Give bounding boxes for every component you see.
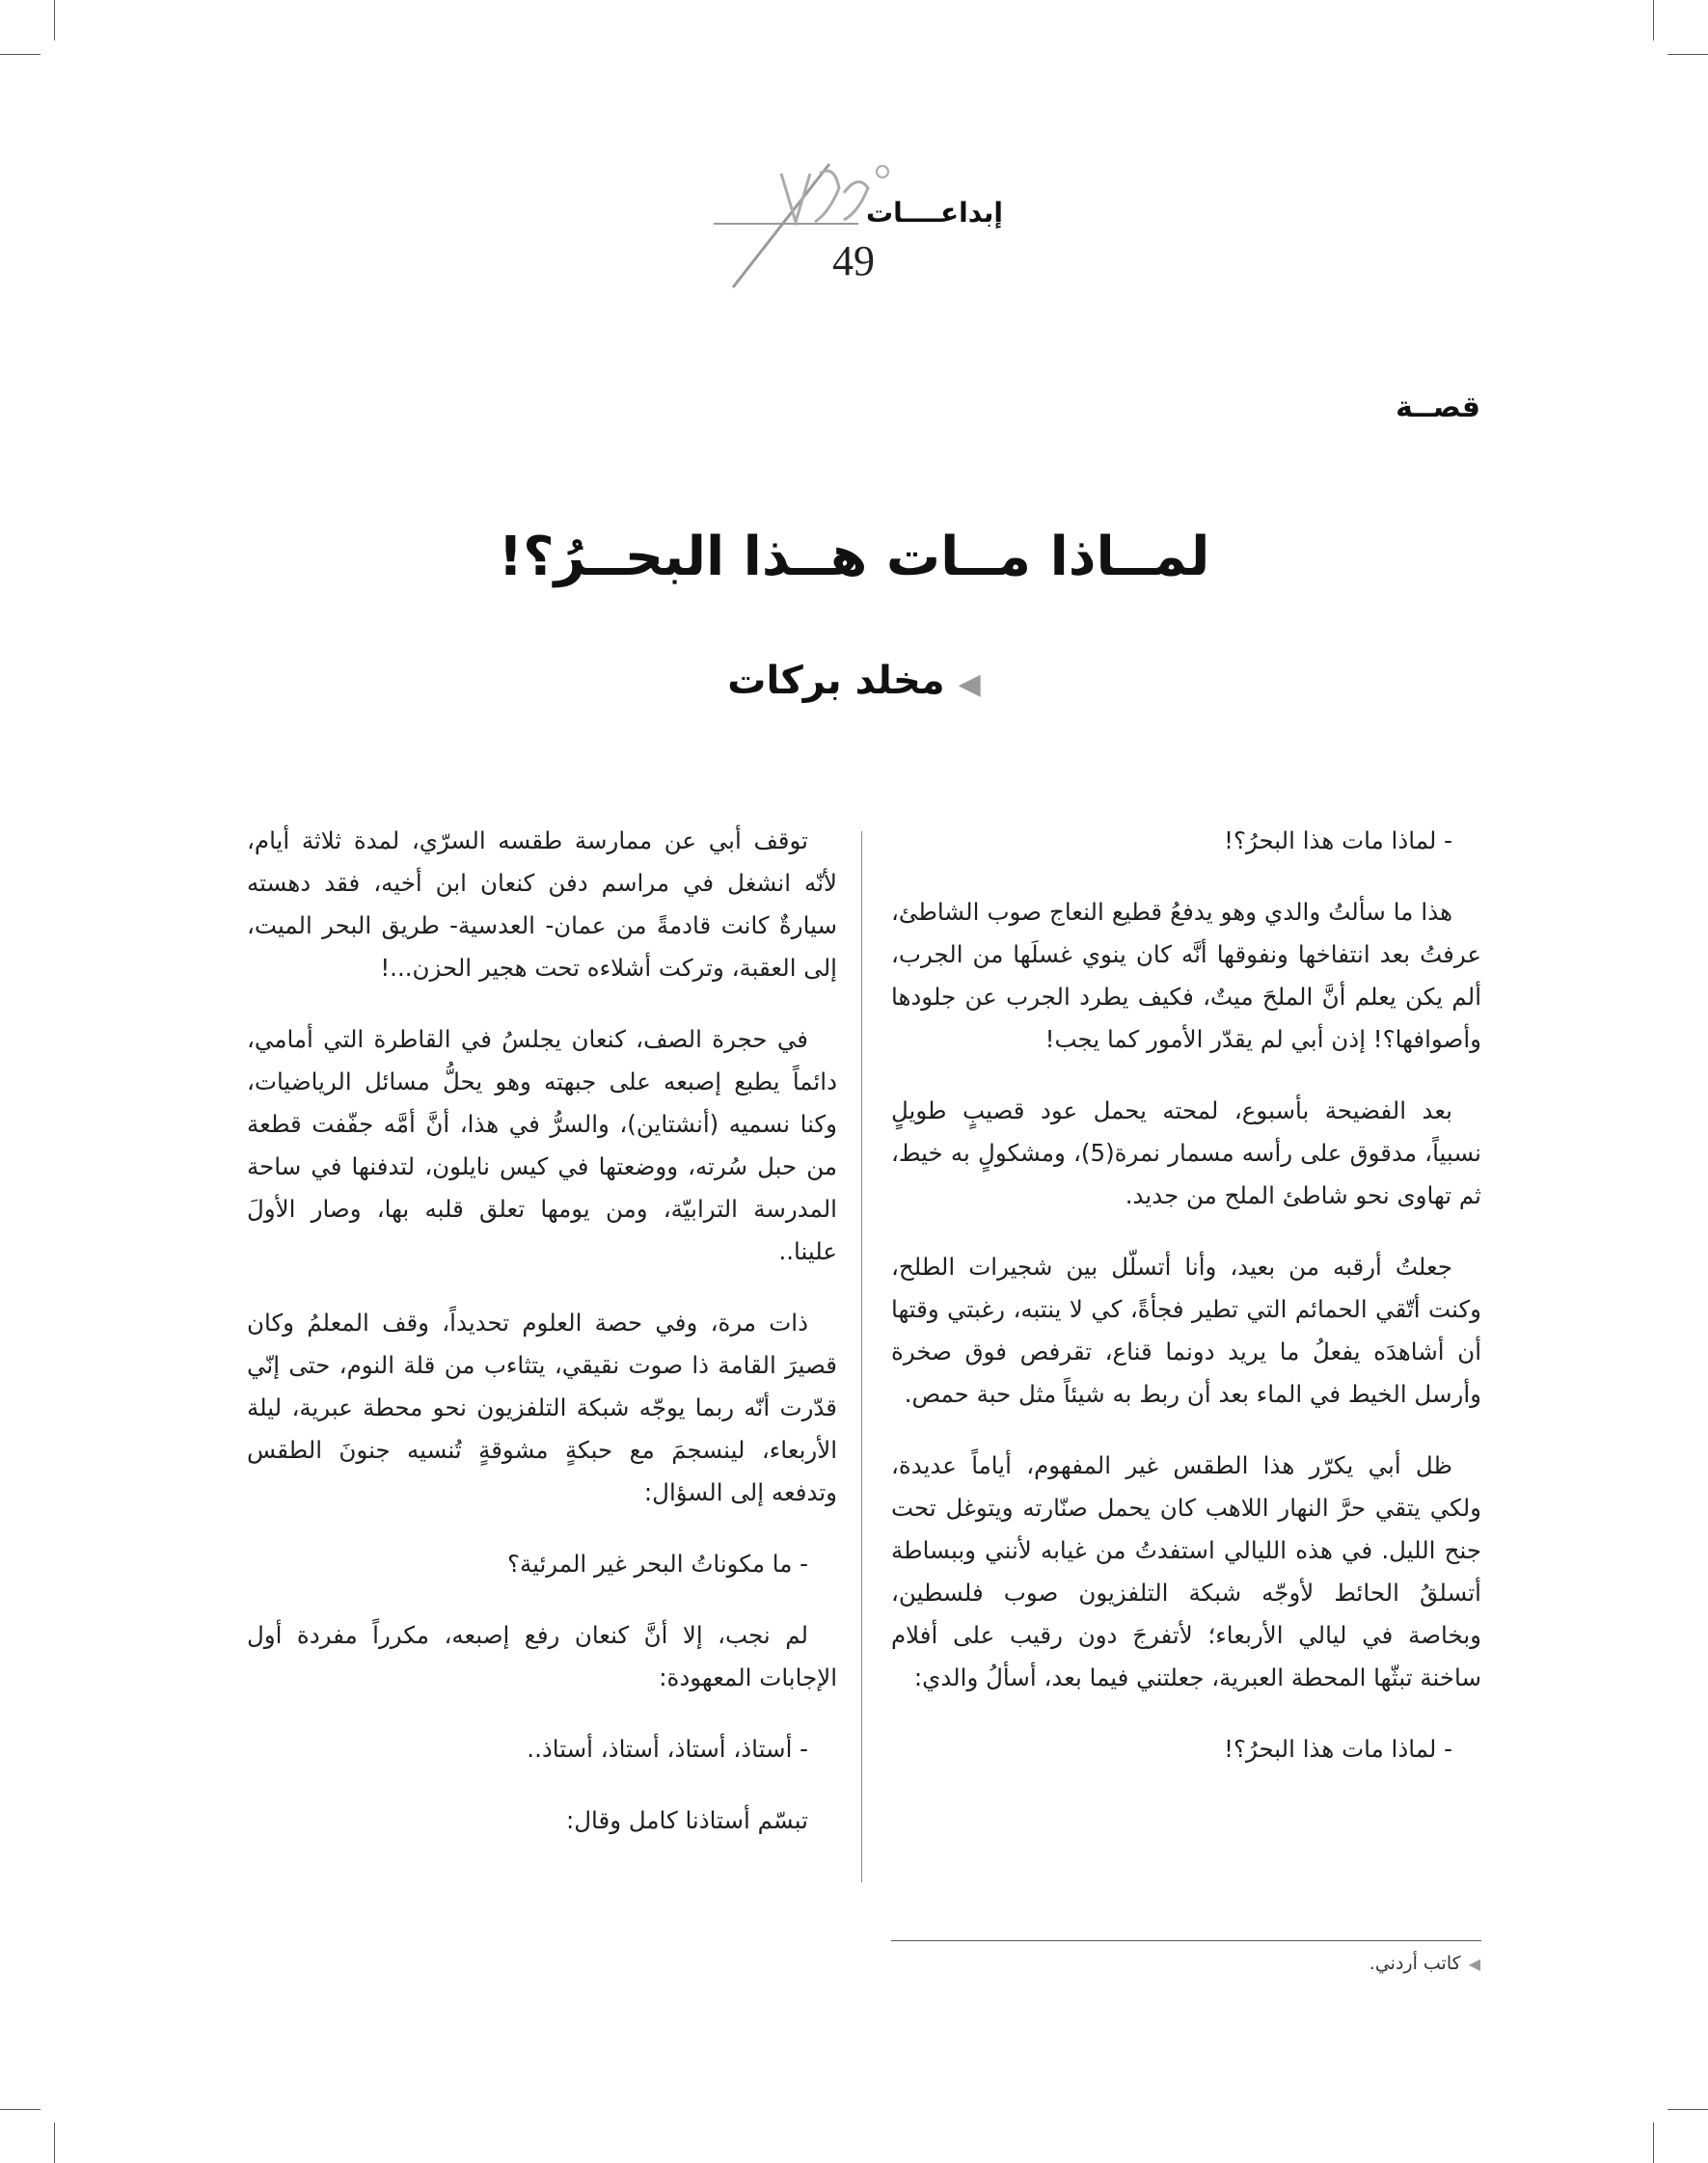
paragraph: لم نجب، إلا أنَّ كنعان رفع إصبعه، مكرراً مفردة أول الإجابات المعهودة: xyxy=(247,1621,837,1691)
crop-mark xyxy=(54,0,55,41)
paragraph: ذات مرة، وفي حصة العلوم تحديداً، وقف المعلمُ وكان قصيرَ القامة ذا صوت نقيقي، يتثاءب من قلة النوم، حتى إنّي قدّرت أنّه ربما يوجّه شبكة التلفزيون نحو محطة عبرية، ليلة الأربعاء، لينسجمَ مع حبكةٍ مشوقةٍ تُنسيه جنونَ الطقس وتدفعه إلى السؤال: xyxy=(247,1309,837,1506)
crop-mark xyxy=(1653,2122,1654,2163)
paragraph: ظل أبي يكرّر هذا الطقس غير المفهوم، أياماً عديدة، ولكي يتقي حرَّ النهار اللاهب كان يحمل صنّارته ويتوغل تحت جنح الليل. في هذه الليالي استفدتُ من غيابه لأنني وببساطة أتسلقُ الحائط لأوجّه شبكة التلفزيون صوب فلسطين، وبخاصة في ليالي الأربعاء؛ لأتفرجَ دون رقيب على أفلام ساخنة تبثّها المحطة العبرية، جعلتني فيما بعد، أسألُ والدي: xyxy=(891,1451,1481,1691)
crop-mark xyxy=(0,54,41,55)
paragraph: في حجرة الصف، كنعان يجلسُ في القاطرة التي أمامي، دائماً يطبع إصبعه على جبهته وهو يحلُّ مسائل الرياضيات، وكنا نسميه (أنشتاين)، والسرُّ في هذا، أنَّ أمَّه جفّفت قطعة من حبل سُرته، ووضعتها في كيس نايلون، لتدفنها في ساحة المدرسة الترابيّة، ومن يومها تعلق قلبه بها، وصار الأولَ علينا.. xyxy=(247,1025,837,1265)
paragraph: توقف أبي عن ممارسة طقسه السرّي، لمدة ثلاثة أيام، لأنّه انشغل في مراسم دفن كنعان ابن أخيه، فقد دهسته سيارةٌ كانت قادمةً من عمان- العدسية- طريق البحر الميت، إلى العقبة، وتركت أشلاءه تحت هجير الحزن...! xyxy=(247,826,837,982)
crop-mark xyxy=(1667,2109,1708,2110)
paragraph: - لماذا مات هذا البحرُ؟! xyxy=(1224,1735,1452,1763)
page-number: 49 xyxy=(832,237,875,284)
triangle-marker-icon: ◀ xyxy=(1468,1955,1480,1973)
paragraph: - أستاذ، أستاذ، أستاذ، أستاذ.. xyxy=(527,1735,808,1763)
article-title: لمــاذا مــات هــذا البحــرُ؟! xyxy=(498,526,1210,588)
paragraph: جعلتُ أرقبه من بعيد، وأنا أتسلّل بين شجيرات الطلح، وكنت أتّقي الحمائم التي تطير فجأةً، كي لا ينتبه، رغبتي وقتها أن أشاهدَه يفعلُ ما يريد دونما قناع، تقرفص فوق صخرة وأرسل الخيط في الماء بعد أن ربط به شيئاً مثل حبة حمص. xyxy=(891,1253,1481,1408)
page-header xyxy=(714,135,1022,289)
section-label: قصــة xyxy=(1396,391,1480,424)
paragraph: تبسّم أستاذنا كامل وقال: xyxy=(566,1806,808,1834)
footnote xyxy=(1369,1953,1480,1974)
triangle-marker-icon: ◀ xyxy=(958,667,981,701)
author-row xyxy=(0,659,1708,703)
magazine-name: إبداعــــات xyxy=(866,197,1003,229)
footnote-text: كاتب أردني. xyxy=(1369,1953,1461,1974)
paragraph: هذا ما سألتُ والدي وهو يدفعُ قطيع النعاج صوب الشاطئ، عرفتُ بعد انتفاخها ونفوقها أنَّه كان ينوي غسلَها من الجرب، ألم يكن يعلم أنَّ الملحَ ميتٌ، فكيف يطرد الجرب عن جلودها وأصوافها؟! إذن أبي لم يقدّر الأمور كما يجب! xyxy=(891,898,1481,1053)
column-divider xyxy=(861,831,862,1882)
paragraph: - لماذا مات هذا البحرُ؟! xyxy=(1224,826,1452,854)
crop-mark xyxy=(0,2109,41,2110)
paragraph: بعد الفضيحة بأسبوع، لمحته يحمل عود قصيبٍ طويلٍ نسبياً، مدقوق على رأسه مسمار نمرة(5)، ومشكولٍ به خيط، ثم تهاوى نحو شاطئ الملح من جديد. xyxy=(891,1096,1481,1209)
author-name: مخلد بركات xyxy=(727,659,945,703)
crop-mark xyxy=(54,2122,55,2163)
footnote-divider xyxy=(891,1940,1481,1941)
text-column-left xyxy=(247,820,837,1871)
crop-mark xyxy=(1667,54,1708,55)
crop-mark xyxy=(1653,0,1654,41)
text-column-right xyxy=(891,820,1481,1799)
paragraph: - ما مكوناتُ البحر غير المرئية؟ xyxy=(506,1550,808,1578)
